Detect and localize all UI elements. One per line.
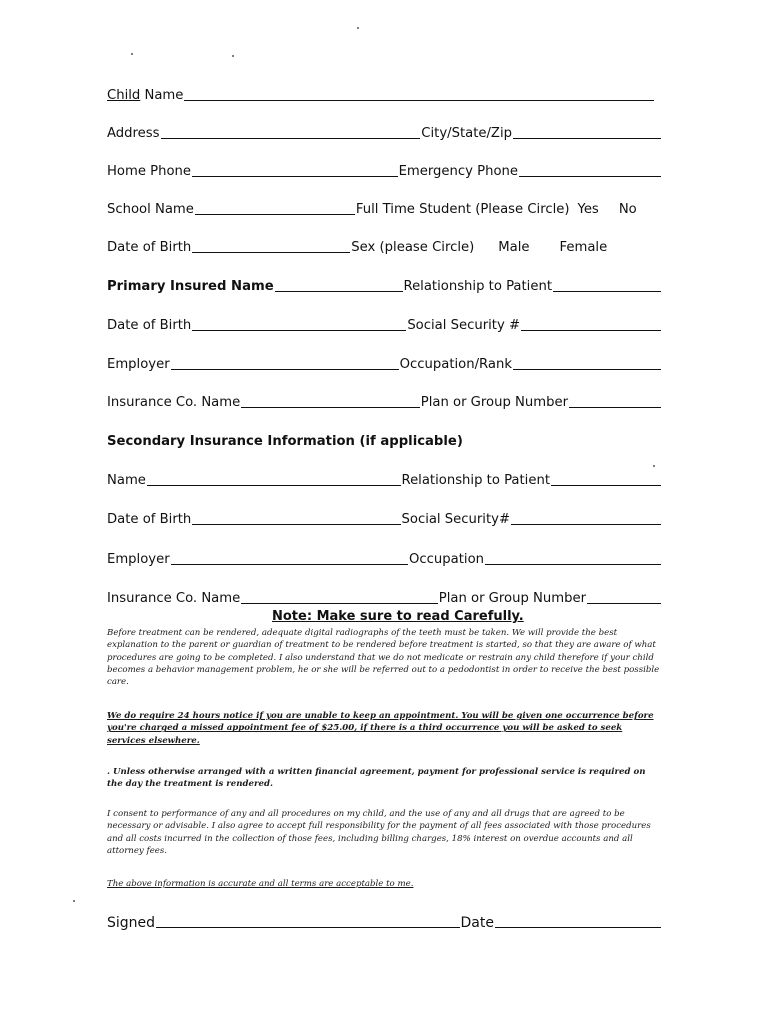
primary-insured-row	[107, 277, 662, 295]
scan-speck	[131, 53, 133, 55]
sec-relationship-label: Relationship to Patient	[401, 473, 550, 488]
ssn-label: Social Security #	[407, 318, 520, 333]
sec-occupation-label: Occupation	[409, 552, 484, 567]
note-paragraph-radiographs: Before treatment can be rendered, adequate digital radiographs of the teeth must be taken. We will provide the best explanation to the parent or guardian of treatment to be rendered before treatment is started, so that they are aware of what procedures are going to be completed. I also understand that we do not medicate or restrain any child therefore if your child becomes a behavior management problem, he or she will be referred out to a pedodontist in order to receive the best possible care.	[107, 628, 660, 688]
sec-ssn-field[interactable]	[511, 524, 661, 525]
dob-field[interactable]	[192, 252, 350, 253]
sec-dob-row	[107, 510, 662, 528]
insurance-row	[107, 393, 662, 411]
full-time-student-label: Full Time Student (Please Circle)	[355, 202, 570, 217]
date-field[interactable]	[495, 927, 661, 928]
sec-employer-row	[107, 550, 662, 568]
sec-employer-label: Employer	[107, 552, 170, 567]
scan-speck	[357, 27, 359, 29]
sex-male-option[interactable]: Male	[498, 240, 530, 255]
occupation-rank-field[interactable]	[513, 369, 661, 370]
plan-group-field[interactable]	[569, 407, 661, 408]
employer-field[interactable]	[171, 369, 399, 370]
signed-label: Signed	[107, 915, 156, 931]
school-row	[107, 200, 662, 218]
scan-speck	[653, 465, 655, 467]
home-phone-field[interactable]	[192, 176, 398, 177]
note-paragraph-cancellation: We do require 24 hours notice if you are unable to keep an appointment. You will be given one occurrence before you're charged a missed appointment fee of $25.00, if there is a third occurrence you will be asked to seek services elsewhere.	[107, 711, 654, 746]
primary-dob-row	[107, 316, 662, 334]
relationship-field[interactable]	[553, 291, 661, 292]
primary-insured-field[interactable]	[275, 291, 403, 292]
sec-name-field[interactable]	[147, 485, 401, 486]
sec-insurance-row	[107, 589, 662, 607]
relationship-label: Relationship to Patient	[403, 279, 552, 294]
city-state-zip-field[interactable]	[513, 138, 661, 139]
insurance-co-label: Insurance Co. Name	[107, 395, 241, 410]
primary-dob-label: Date of Birth	[107, 318, 192, 333]
sec-dob-label: Date of Birth	[107, 512, 192, 527]
primary-dob-field[interactable]	[192, 330, 406, 331]
note-paragraph-acceptance: The above information is accurate and all terms are acceptable to me.	[107, 879, 414, 889]
child-name-row	[107, 86, 662, 104]
employer-label: Employer	[107, 357, 170, 372]
student-no-option[interactable]: No	[618, 202, 637, 217]
address-row	[107, 124, 662, 142]
plan-group-label: Plan or Group Number	[420, 395, 568, 410]
emergency-phone-field[interactable]	[519, 176, 661, 177]
sec-insurance-co-field[interactable]	[241, 603, 438, 604]
sec-dob-field[interactable]	[192, 524, 400, 525]
secondary-heading: Secondary Insurance Information (if applicable)	[107, 434, 463, 449]
occupation-rank-label: Occupation/Rank	[399, 357, 512, 372]
sec-name-row	[107, 471, 662, 489]
ssn-field[interactable]	[521, 330, 661, 331]
note-paragraph-consent: I consent to performance of any and all procedures on my child, and the use of any and all drugs that are agreed to be necessary or advisable. I also agree to accept full responsibility for the payment of all fees associated with those procedures and all costs incurred in the collection of those fees, including billing charges, 18% interest on overdue accounts and all attorney fees.	[107, 809, 651, 856]
sec-ssn-label: Social Security#	[401, 512, 510, 527]
sec-name-label: Name	[107, 473, 146, 488]
sec-occupation-field[interactable]	[485, 564, 661, 565]
dob-label: Date of Birth	[107, 240, 192, 255]
sec-relationship-field[interactable]	[551, 485, 661, 486]
dob-sex-row	[107, 238, 662, 256]
primary-insured-label: Primary Insured Name	[107, 279, 274, 294]
name-label: Name	[140, 88, 184, 103]
student-yes-option[interactable]: Yes	[577, 202, 599, 217]
city-state-zip-label: City/State/Zip	[421, 126, 512, 141]
sec-plan-group-label: Plan or Group Number	[438, 591, 586, 606]
phone-row	[107, 162, 662, 180]
scan-speck	[232, 55, 234, 57]
note-paragraph-payment: . Unless otherwise arranged with a written financial agreement, payment for professional service is required on the day the treatment is rendered.	[107, 767, 646, 790]
sec-employer-field[interactable]	[171, 564, 408, 565]
child-name-field[interactable]	[184, 100, 654, 101]
secondary-heading-row	[107, 432, 662, 450]
employer-row	[107, 355, 662, 373]
address-field[interactable]	[161, 138, 421, 139]
sex-label: Sex (please Circle)	[351, 240, 475, 255]
sex-female-option[interactable]: Female	[559, 240, 608, 255]
insurance-co-field[interactable]	[241, 407, 420, 408]
address-label: Address	[107, 126, 160, 141]
school-name-field[interactable]	[195, 214, 355, 215]
scan-speck	[73, 900, 75, 902]
sec-insurance-co-label: Insurance Co. Name	[107, 591, 241, 606]
signature-field[interactable]	[156, 927, 459, 928]
home-phone-label: Home Phone	[107, 164, 191, 179]
sec-plan-group-field[interactable]	[587, 603, 661, 604]
emergency-phone-label: Emergency Phone	[398, 164, 518, 179]
note-title: Note: Make sure to read Carefully.	[272, 609, 524, 624]
school-name-label: School Name	[107, 202, 194, 217]
date-label: Date	[460, 915, 494, 931]
signature-row	[107, 913, 662, 931]
child-label: Child	[107, 88, 141, 103]
